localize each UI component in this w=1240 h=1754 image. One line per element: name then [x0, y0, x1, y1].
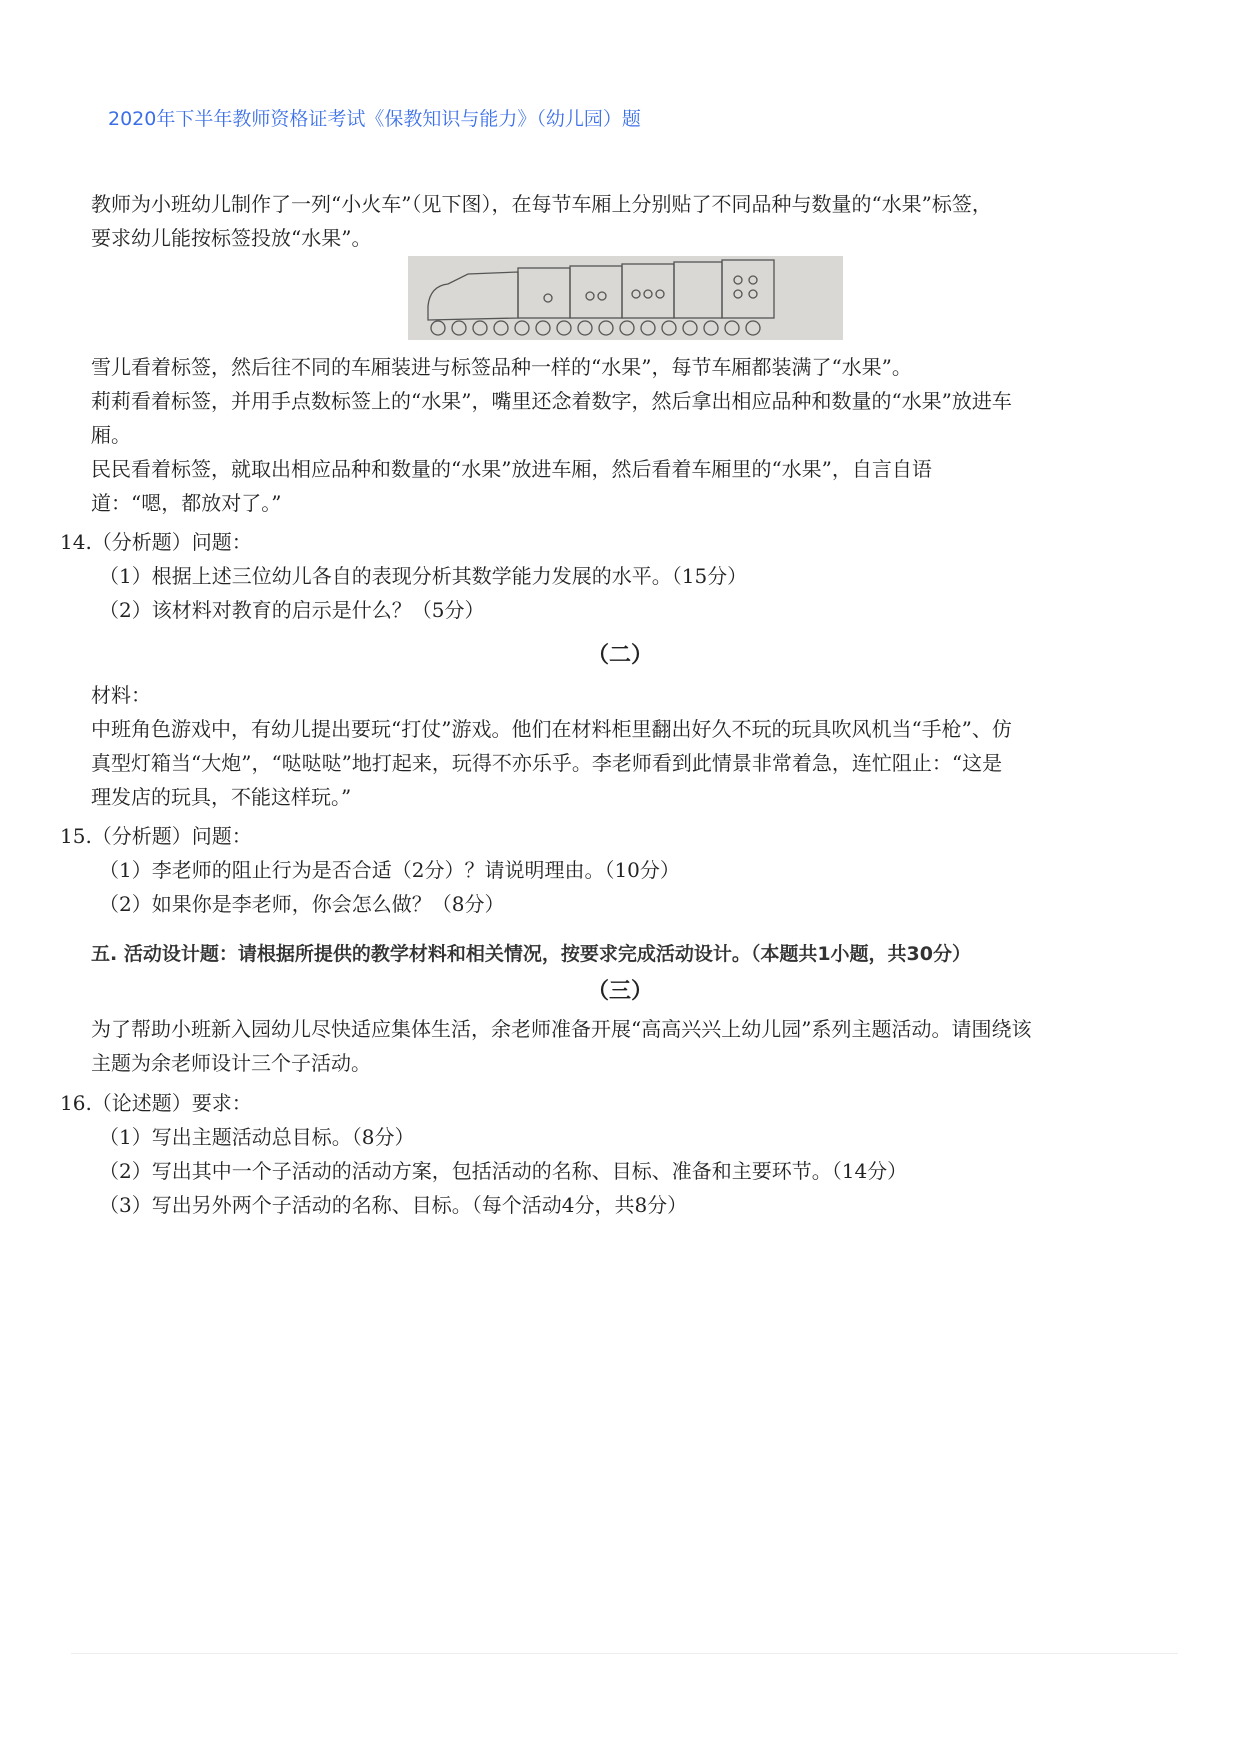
question-15-item: （2）如果你是李老师，你会怎么做？（8分） [99, 892, 505, 916]
question-16-heading: 16.（论述题）要求： [60, 1091, 252, 1115]
part-3-heading: （三） [586, 978, 653, 1004]
observation-line: 雪儿看着标签，然后往不同的车厢装进与标签品种一样的“水果”，每节车厢都装满了“水果”。 [91, 355, 912, 379]
wheel [599, 321, 613, 335]
document-title: 2020年下半年教师资格证考试《保教知识与能力》（幼儿园）题 [108, 108, 641, 130]
footer-divider [71, 1653, 1178, 1654]
wheel [620, 321, 634, 335]
wheel [725, 321, 739, 335]
question-14-item: （1）根据上述三位幼儿各自的表现分析其数学能力发展的水平。（15分） [99, 564, 748, 588]
question-15-heading: 15.（分析题）问题： [60, 824, 252, 848]
question-14-heading: 14.（分析题）问题： [60, 530, 252, 554]
wheel [746, 321, 760, 335]
observation-line: 莉莉看着标签，并用手点数标签上的“水果”，嘴里还念着数字，然后拿出相应品种和数量的“水果”放进车 [91, 389, 1012, 413]
wheel [704, 321, 718, 335]
wheel [473, 321, 487, 335]
question-16-item: （2）写出其中一个子活动的活动方案，包括活动的名称、目标、准备和主要环节。（14分） [99, 1159, 908, 1183]
part-2-heading: （二） [586, 642, 653, 668]
wheel [515, 321, 529, 335]
wheel [536, 321, 550, 335]
material-label: 材料： [91, 683, 151, 707]
observation-line: 民民看着标签，就取出相应品种和数量的“水果”放进车厢，然后看着车厢里的“水果”，自言自语 [91, 457, 932, 481]
question-16-item: （3）写出另外两个子活动的名称、目标。（每个活动4分，共8分） [99, 1193, 688, 1217]
material-line: 理发店的玩具，不能这样玩。” [91, 785, 352, 809]
wheel [494, 321, 508, 335]
material-line: 中班角色游戏中，有幼儿提出要玩“打仗”游戏。他们在材料柜里翻出好久不玩的玩具吹风机当“手枪”、仿 [91, 717, 1012, 741]
question-15-item: （1）李老师的阻止行为是否合适（2分）？请说明理由。（10分） [99, 858, 680, 882]
observation-line: 道：“嗯，都放对了。” [91, 491, 282, 515]
observation-line: 厢。 [91, 423, 131, 447]
train-illustration [408, 256, 843, 340]
question-16-item: （1）写出主题活动总目标。（8分） [99, 1125, 415, 1149]
intro-line: 要求幼儿能按标签投放“水果”。 [91, 226, 372, 250]
intro-line: 教师为小班幼儿制作了一列“小火车”（见下图），在每节车厢上分别贴了不同品种与数量的“水果”标签， [91, 192, 992, 216]
question-14-item: （2）该材料对教育的启示是什么？（5分） [99, 598, 485, 622]
wheel [578, 321, 592, 335]
wheel [431, 321, 445, 335]
wheel [452, 321, 466, 335]
activity-line: 主题为余老师设计三个子活动。 [91, 1051, 371, 1075]
activity-line: 为了帮助小班新入园幼儿尽快适应集体生活，余老师准备开展“高高兴兴上幼儿园”系列主题活动。请围绕该 [91, 1017, 1032, 1041]
wheel [641, 321, 655, 335]
section-5-heading: 五. 活动设计题：请根据所提供的教学材料和相关情况，按要求完成活动设计。（本题共1小题，共30分） [91, 943, 971, 965]
wheel [683, 321, 697, 335]
wheel [557, 321, 571, 335]
material-line: 真型灯箱当“大炮”，“哒哒哒”地打起来，玩得不亦乐乎。李老师看到此情景非常着急，连忙阻止：“这是 [91, 751, 1003, 775]
wheel [662, 321, 676, 335]
